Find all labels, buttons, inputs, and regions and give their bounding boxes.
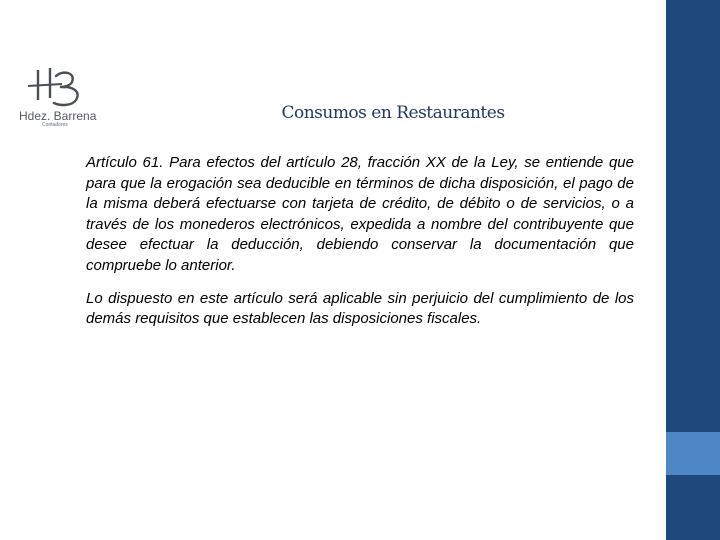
paragraph-disposiciones: Lo dispuesto en este artículo será aplicable sin perjuicio del cumplimiento de los demás requisitos que establecen las disposiciones fiscales. bbox=[86, 289, 634, 328]
logo-name: Hdez. Barrena bbox=[19, 109, 97, 123]
band-light-accent bbox=[666, 432, 720, 475]
company-logo bbox=[16, 66, 100, 128]
band-dark-top bbox=[666, 0, 720, 432]
logo-subtitle: Contadores bbox=[42, 122, 68, 128]
slide-title: Consumos en Restaurantes bbox=[281, 103, 505, 123]
body-content bbox=[86, 153, 634, 330]
side-accent-band bbox=[666, 0, 720, 540]
paragraph-articulo-61: Artículo 61. Para efectos del artículo 28, fracción XX de la Ley, se entiende que para que la erogación sea deducible en términos de dicha disposición, el pago de la misma deberá efectuarse con tarjeta de crédito, de débito o de servicios, o a través de los monederos electrónicos, expedida a nombre del contribuyente que desee efectuar la deducción, debiendo conservar la documentación que compruebe lo anterior. bbox=[86, 154, 634, 274]
band-dark-bottom bbox=[666, 475, 720, 540]
hb-monogram-icon bbox=[16, 66, 100, 110]
